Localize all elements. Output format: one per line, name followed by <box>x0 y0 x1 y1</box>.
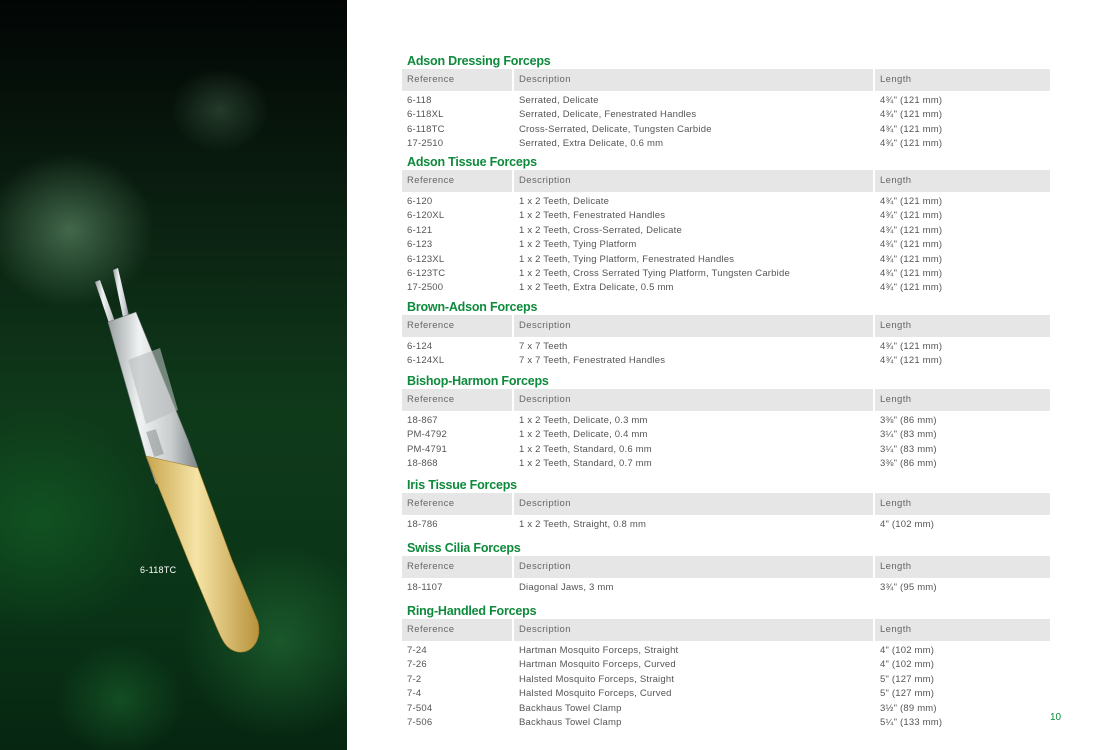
reference-cell: 6-123TC <box>407 267 446 279</box>
reference-cell: 18-786 <box>407 519 438 530</box>
column-header-reference: Reference <box>407 624 455 635</box>
description-cell: Cross-Serrated, Delicate, Tungsten Carbide <box>512 123 873 137</box>
section-title: Swiss Cilia Forceps <box>407 541 521 555</box>
table-row <box>402 267 1050 281</box>
description-cell: Backhaus Towel Clamp <box>512 702 873 716</box>
table-header <box>402 69 1050 91</box>
description-cell: 1 x 2 Teeth, Tying Platform <box>512 238 873 252</box>
reference-cell: 17-2500 <box>407 282 444 294</box>
description-cell: Backhaus Towel Clamp <box>512 716 873 730</box>
table-row <box>402 673 1050 687</box>
description-cell: Hartman Mosquito Forceps, Curved <box>512 658 873 672</box>
table-row <box>402 195 1050 209</box>
description-cell: 1 x 2 Teeth, Standard, 0.6 mm <box>512 443 873 457</box>
length-cell: 3½" (89 mm) <box>873 702 1050 716</box>
description-cell: 1 x 2 Teeth, Delicate, 0.4 mm <box>512 428 873 442</box>
table-row <box>402 281 1050 295</box>
reference-cell: PM-4791 <box>407 443 447 455</box>
description-cell: 1 x 2 Teeth, Delicate, 0.3 mm <box>512 414 873 428</box>
table-row <box>402 209 1050 223</box>
description-cell: 1 x 2 Teeth, Straight, 0.8 mm <box>512 518 873 532</box>
length-cell: 4" (102 mm) <box>873 644 1050 658</box>
section-title: Brown-Adson Forceps <box>407 300 538 314</box>
length-cell: 4" (102 mm) <box>873 518 1050 532</box>
length-cell: 3¾" (95 mm) <box>873 581 1050 595</box>
section-bishop-harmon-forceps <box>402 374 1050 472</box>
table-row <box>402 224 1050 238</box>
section-swiss-cilia-forceps <box>402 541 1050 595</box>
table-body <box>402 192 1050 296</box>
table-row <box>402 457 1050 471</box>
table-header <box>402 619 1050 641</box>
table-row <box>402 687 1050 701</box>
table-row <box>402 658 1050 672</box>
column-header-length: Length <box>873 493 1050 515</box>
reference-cell: 7-24 <box>407 645 427 656</box>
length-cell: 4¾" (121 mm) <box>873 224 1050 238</box>
table-body <box>402 411 1050 472</box>
reference-cell: 6-120XL <box>407 210 445 222</box>
page-number: 10 <box>1050 712 1062 723</box>
length-cell: 3⅜" (86 mm) <box>873 414 1050 428</box>
description-cell: Hartman Mosquito Forceps, Straight <box>512 644 873 658</box>
column-header-length: Length <box>873 69 1050 91</box>
reference-cell: 7-4 <box>407 688 422 700</box>
length-cell: 3¼" (83 mm) <box>873 443 1050 457</box>
table-row <box>402 443 1050 457</box>
description-cell: Serrated, Delicate <box>512 94 873 108</box>
reference-cell: 6-123 <box>407 239 433 251</box>
column-header-reference: Reference <box>407 498 455 509</box>
column-header-reference: Reference <box>407 561 455 572</box>
length-cell: 4¾" (121 mm) <box>873 354 1050 368</box>
length-cell: 5" (127 mm) <box>873 673 1050 687</box>
description-cell: Serrated, Delicate, Fenestrated Handles <box>512 108 873 122</box>
reference-cell: 6-123XL <box>407 253 445 265</box>
length-cell: 5¼" (133 mm) <box>873 716 1050 730</box>
forceps-illustration <box>0 0 347 750</box>
length-cell: 4" (102 mm) <box>873 658 1050 672</box>
table-row <box>402 716 1050 730</box>
description-cell: 1 x 2 Teeth, Cross-Serrated, Delicate <box>512 224 873 238</box>
column-header-length: Length <box>873 389 1050 411</box>
table-row <box>402 581 1050 595</box>
length-cell: 4¾" (121 mm) <box>873 340 1050 354</box>
column-header-length: Length <box>873 315 1050 337</box>
length-cell: 4¾" (121 mm) <box>873 137 1050 151</box>
length-cell: 5" (127 mm) <box>873 687 1050 701</box>
length-cell: 4¾" (121 mm) <box>873 267 1050 281</box>
length-cell: 4¾" (121 mm) <box>873 195 1050 209</box>
column-header-reference: Reference <box>407 320 455 331</box>
reference-cell: 6-121 <box>407 224 433 236</box>
column-header-length: Length <box>873 170 1050 192</box>
reference-cell: 6-118XL <box>407 109 444 121</box>
reference-cell: 18-867 <box>407 415 438 426</box>
table-header <box>402 493 1050 515</box>
reference-cell: 7-506 <box>407 716 433 728</box>
reference-cell: 18-868 <box>407 458 438 470</box>
section-title: Ring-Handled Forceps <box>407 604 537 618</box>
column-header-length: Length <box>873 619 1050 641</box>
length-cell: 4¾" (121 mm) <box>873 238 1050 252</box>
table-row <box>402 702 1050 716</box>
table-header <box>402 556 1050 578</box>
reference-cell: 18-1107 <box>407 582 443 593</box>
column-header-description: Description <box>512 556 873 578</box>
reference-cell: 6-124XL <box>407 355 445 367</box>
section-brown-adson-forceps <box>402 300 1050 369</box>
reference-cell: PM-4792 <box>407 429 447 441</box>
reference-cell: 6-118TC <box>407 123 445 135</box>
description-cell: Halsted Mosquito Forceps, Curved <box>512 687 873 701</box>
table-row <box>402 238 1050 252</box>
table-body <box>402 515 1050 532</box>
description-cell: Serrated, Extra Delicate, 0.6 mm <box>512 137 873 151</box>
column-header-description: Description <box>512 315 873 337</box>
column-header-reference: Reference <box>407 394 455 405</box>
table-row <box>402 340 1050 354</box>
section-adson-dressing-forceps <box>402 54 1050 152</box>
table-row <box>402 108 1050 122</box>
column-header-description: Description <box>512 493 873 515</box>
length-cell: 4¾" (121 mm) <box>873 94 1050 108</box>
table-row <box>402 137 1050 151</box>
reference-cell: 6-120 <box>407 196 433 207</box>
table-row <box>402 518 1050 532</box>
reference-cell: 7-26 <box>407 659 427 671</box>
table-body <box>402 641 1050 730</box>
description-cell: Halsted Mosquito Forceps, Straight <box>512 673 873 687</box>
length-cell: 4¾" (121 mm) <box>873 108 1050 122</box>
column-header-description: Description <box>512 170 873 192</box>
length-cell: 4¾" (121 mm) <box>873 123 1050 137</box>
description-cell: 1 x 2 Teeth, Delicate <box>512 195 873 209</box>
description-cell: 1 x 2 Teeth, Standard, 0.7 mm <box>512 457 873 471</box>
description-cell: 1 x 2 Teeth, Fenestrated Handles <box>512 209 873 223</box>
length-cell: 3⅜" (86 mm) <box>873 457 1050 471</box>
description-cell: Diagonal Jaws, 3 mm <box>512 581 873 595</box>
section-adson-tissue-forceps <box>402 155 1050 296</box>
product-caption: 6-118TC <box>140 565 177 575</box>
section-title: Iris Tissue Forceps <box>407 478 517 492</box>
section-title: Adson Dressing Forceps <box>407 54 551 68</box>
reference-cell: 17-2510 <box>407 138 444 150</box>
table-row <box>402 354 1050 368</box>
reference-cell: 6-118 <box>407 95 432 106</box>
section-title: Adson Tissue Forceps <box>407 155 537 169</box>
description-cell: 1 x 2 Teeth, Tying Platform, Fenestrated Handles <box>512 253 873 267</box>
table-row <box>402 428 1050 442</box>
section-iris-tissue-forceps <box>402 478 1050 532</box>
description-cell: 1 x 2 Teeth, Extra Delicate, 0.5 mm <box>512 281 873 295</box>
column-header-length: Length <box>873 556 1050 578</box>
table-row <box>402 253 1050 267</box>
table-header <box>402 315 1050 337</box>
table-body <box>402 91 1050 152</box>
table-header <box>402 170 1050 192</box>
reference-cell: 7-504 <box>407 702 433 714</box>
length-cell: 4¾" (121 mm) <box>873 281 1050 295</box>
table-row <box>402 123 1050 137</box>
column-header-description: Description <box>512 389 873 411</box>
length-cell: 4¾" (121 mm) <box>873 209 1050 223</box>
table-header <box>402 389 1050 411</box>
table-body <box>402 337 1050 369</box>
reference-cell: 6-124 <box>407 341 433 352</box>
description-cell: 7 x 7 Teeth, Fenestrated Handles <box>512 354 873 368</box>
column-header-reference: Reference <box>407 74 455 85</box>
length-cell: 3¼" (83 mm) <box>873 428 1050 442</box>
section-title: Bishop-Harmon Forceps <box>407 374 549 388</box>
description-cell: 1 x 2 Teeth, Cross Serrated Tying Platform, Tungsten Carbide <box>512 267 873 281</box>
reference-cell: 7-2 <box>407 673 422 685</box>
product-photo-panel <box>0 0 347 750</box>
table-row <box>402 94 1050 108</box>
column-header-description: Description <box>512 69 873 91</box>
description-cell: 7 x 7 Teeth <box>512 340 873 354</box>
column-header-description: Description <box>512 619 873 641</box>
column-header-reference: Reference <box>407 175 455 186</box>
table-row <box>402 414 1050 428</box>
table-row <box>402 644 1050 658</box>
length-cell: 4¾" (121 mm) <box>873 253 1050 267</box>
table-body <box>402 578 1050 595</box>
section-ring-handled-forceps <box>402 604 1050 730</box>
